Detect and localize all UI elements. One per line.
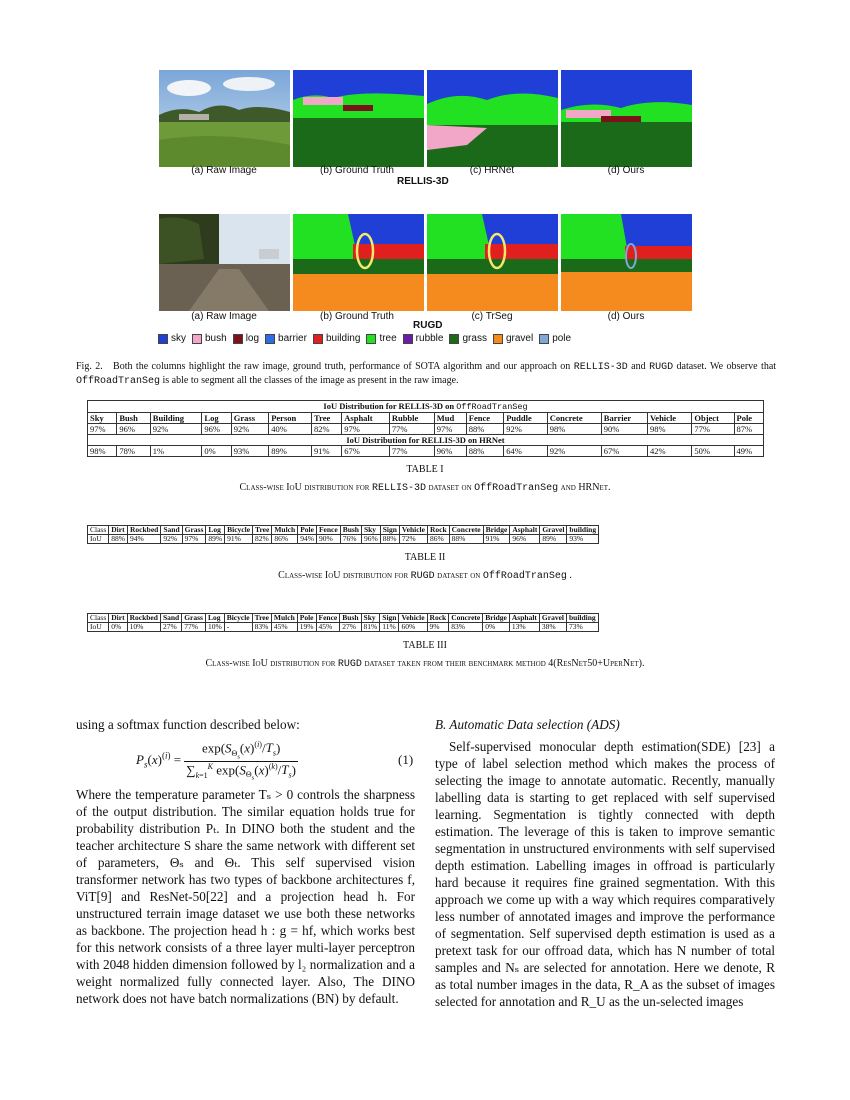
caption-text: .: [569, 570, 572, 581]
legend-label: tree: [379, 333, 397, 344]
table-cell: Bush: [340, 526, 361, 535]
caption-text: Both the columns highlight the raw image, ground truth, performance of SOTA algorithm and our approach on: [113, 361, 571, 372]
table-cell: 91%: [312, 446, 342, 457]
legend-label: barrier: [278, 333, 307, 344]
legend-label: bush: [205, 333, 227, 344]
figure-caption: [76, 360, 776, 388]
table-2-label: TABLE II: [404, 552, 446, 563]
table-cell: 13%: [509, 623, 539, 632]
table-cell: 93%: [567, 535, 599, 544]
table-cell: 93%: [231, 446, 268, 457]
table-cell: 97%: [434, 424, 466, 435]
table-cell: 88%: [466, 446, 503, 457]
table-cell: 67%: [601, 446, 647, 457]
rellis-ground-truth: [293, 70, 424, 167]
table-cell: 96%: [117, 424, 150, 435]
table-1-label: TABLE I: [406, 464, 444, 475]
caption-text: dataset taken from their benchmark method 4(ResNet50+UperNet).: [364, 658, 645, 669]
table-cell: Person: [269, 413, 312, 424]
table-cell: Fence: [466, 413, 503, 424]
table-cell: 27%: [160, 623, 181, 632]
table-cell: 90%: [601, 424, 647, 435]
table-cell: Vehicle: [399, 614, 427, 623]
table-cell: Class: [88, 526, 109, 535]
legend-swatch-grass: [449, 334, 459, 344]
table-2: [87, 525, 599, 544]
legend-item: [366, 333, 396, 344]
table-cell: Fence: [316, 614, 340, 623]
caption-text: is able to segment all the classes of the image as present in the raw image.: [162, 375, 459, 386]
rellis-caption-a: (a) Raw Image: [191, 165, 257, 176]
table-cell: Rock: [427, 614, 449, 623]
table-cell: Bicycle: [225, 526, 253, 535]
table-cell: Concrete: [547, 413, 601, 424]
legend-swatch-pole: [539, 334, 549, 344]
legend-item: [539, 333, 571, 344]
table-cell: 89%: [540, 535, 567, 544]
table-cell: 19%: [297, 623, 316, 632]
rugd-caption-b: (b) Ground Truth: [320, 311, 394, 322]
table-cell: 83%: [252, 623, 271, 632]
table-cell: 96%: [510, 535, 540, 544]
table-cell: Sky: [88, 413, 117, 424]
table-cell: Log: [205, 614, 224, 623]
table-cell: 49%: [734, 446, 764, 457]
table-cell: Grass: [182, 526, 206, 535]
table-3-label: TABLE III: [403, 640, 447, 651]
caption-text: Class-wise IoU distribution for: [205, 658, 336, 669]
table-cell: 82%: [253, 535, 272, 544]
table-cell: Gravel: [539, 614, 566, 623]
table-cell: 89%: [269, 446, 312, 457]
equation-number: (1): [398, 752, 414, 767]
table-1-caption: [0, 482, 850, 494]
table-cell: Tree: [253, 526, 272, 535]
caption-text: Class-wise IoU distribution for: [239, 482, 370, 493]
rellis-caption-b: (b) Ground Truth: [320, 165, 394, 176]
table-row: [88, 623, 599, 632]
caption-text: dataset on: [437, 570, 481, 581]
table-1-title-a: [88, 401, 764, 413]
table-cell: Class: [88, 614, 109, 623]
table-title-method: OffRoadTranSeg: [456, 402, 528, 412]
caption-text: dataset on: [428, 482, 472, 493]
caption-dataset: RUGD: [410, 571, 435, 582]
table-cell: 0%: [109, 623, 127, 632]
rugd-raw-image: [159, 214, 290, 311]
table-cell: 78%: [117, 446, 150, 457]
table-cell: Log: [206, 526, 225, 535]
caption-dataset: RUGD: [337, 659, 362, 670]
legend-label: pole: [552, 333, 572, 344]
rellis-ours: [561, 70, 692, 167]
table-cell: 98%: [547, 424, 601, 435]
table-cell: 88%: [449, 535, 483, 544]
table-cell: 86%: [272, 535, 298, 544]
table-cell: Rock: [427, 526, 449, 535]
table-cell: Concrete: [449, 526, 483, 535]
legend-label: gravel: [505, 333, 534, 344]
table-cell: 45%: [316, 623, 340, 632]
table-cell: 40%: [269, 424, 312, 435]
legend-item: [192, 333, 227, 344]
caption-text: and HRNet.: [560, 482, 611, 493]
table-header-row: [88, 413, 764, 424]
table-cell: 92%: [504, 424, 548, 435]
rugd-caption-d: (d) Ours: [607, 311, 645, 322]
table-cell: 72%: [399, 535, 427, 544]
table-cell: 88%: [109, 535, 128, 544]
legend-item: [493, 333, 533, 344]
table-cell: Fence: [316, 526, 340, 535]
table-cell: 64%: [504, 446, 548, 457]
table-cell: Barrier: [601, 413, 647, 424]
table-cell: Bridge: [483, 526, 510, 535]
table-cell: 94%: [128, 535, 161, 544]
table-cell: Sky: [361, 614, 380, 623]
class-legend: [158, 333, 577, 344]
table-cell: Sky: [361, 526, 380, 535]
table-cell: Bridge: [483, 614, 510, 623]
table-cell: Log: [202, 413, 231, 424]
table-cell: Grass: [182, 614, 206, 623]
table-cell: 98%: [647, 424, 691, 435]
table-cell: 42%: [647, 446, 691, 457]
table-cell: building: [566, 614, 598, 623]
softmax-equation: $P_s(x)^{(i)}$ = $\frac{\exp(S_{\Theta_s}(x)^{(i)}/T_s)}{\sum_{k=1}^K \exp(S_{\Theta_s}(x)^{(k)}/T_s)}$: [136, 740, 296, 783]
table-cell: 77%: [389, 424, 434, 435]
table-cell: Bicycle: [224, 614, 252, 623]
legend-swatch-sky: [158, 334, 168, 344]
legend-label: log: [245, 333, 260, 344]
legend-item: [158, 333, 186, 344]
table-cell: Pole: [734, 413, 764, 424]
table-cell: Vehicle: [647, 413, 691, 424]
table-cell: 94%: [298, 535, 317, 544]
table-cell: Building: [150, 413, 202, 424]
table-cell: Dirt: [109, 526, 128, 535]
table-cell: 81%: [361, 623, 380, 632]
table-cell: 88%: [380, 535, 399, 544]
table-cell: 0%: [202, 446, 231, 457]
table-cell: 10%: [205, 623, 224, 632]
caption-text: Class-wise IoU distribution for: [278, 570, 409, 581]
rugd-dataset-label: RUGD: [413, 320, 443, 331]
table-cell: 98%: [88, 446, 117, 457]
rellis-raw-image: [159, 70, 290, 167]
caption-method: OffRoadTranSeg: [482, 571, 567, 582]
table-cell: 77%: [389, 446, 434, 457]
legend-swatch-rubble: [403, 334, 413, 344]
table-cell: 96%: [202, 424, 231, 435]
left-column-paragraph: Where the temperature parameter Tₛ > 0 controls the sharpness of the output distribution. The similar equation holds true for probability distribution Pₜ. In DINO both the student and the teacher architecture S share the same network with different set of parameters, Θₛ and Θₜ. This self supervised vision transformer network has two types of backbone architectures f, ViT[9] and ResNet-50[22] and a projection head h. For unstructured terrain image dataset we use both these networks as backbone. The projection head h : g = hf, which works best for this network consists of a three layer multi-layer perceptron with 2048 hidden dimension followed by l₂ normalization and a weight normalized fully connected layer. Also, The DINO network does not have batch normalizations (BN) by default.: [76, 787, 415, 1006]
table-cell: Sand: [161, 526, 182, 535]
table-cell: Asphalt: [509, 614, 539, 623]
table-cell: 60%: [399, 623, 427, 632]
table-cell: 97%: [342, 424, 390, 435]
legend-swatch-barrier: [265, 334, 275, 344]
table-title: IoU Distribution for RELLIS-3D on: [323, 401, 455, 411]
legend-swatch-log: [233, 334, 243, 344]
table-cell: 86%: [427, 535, 449, 544]
table-cell: 38%: [539, 623, 566, 632]
caption-method: OffRoadTranSeg: [76, 376, 161, 387]
legend-swatch-tree: [366, 334, 376, 344]
legend-label: sky: [171, 333, 186, 344]
table-cell: 73%: [566, 623, 598, 632]
table-cell: 0%: [483, 623, 510, 632]
legend-item: [233, 333, 259, 344]
table-cell: Tree: [312, 413, 342, 424]
rugd-trseg: [427, 214, 558, 311]
rugd-caption-a: (a) Raw Image: [191, 311, 257, 322]
table-cell: 92%: [150, 424, 202, 435]
legend-label: building: [325, 333, 361, 344]
table-cell: 96%: [434, 446, 466, 457]
table-cell: 96%: [361, 535, 380, 544]
table-cell: Mud: [434, 413, 466, 424]
table-cell: Bush: [117, 413, 150, 424]
table-cell: Bush: [340, 614, 361, 623]
rugd-ours: [561, 214, 692, 311]
table-cell: 88%: [466, 424, 503, 435]
table-1-title-b: IoU Distribution for RELLIS-3D on HRNet: [88, 435, 764, 446]
table-cell: 9%: [427, 623, 449, 632]
equation-fraction: $\frac{\exp(S_{\Theta_s}(x)^{(i)}/T_s)}{\sum_{k=1}^K \exp(S_{\Theta_s}(x)^{(k)}/T_s)}$: [186, 740, 296, 783]
table-cell: 87%: [734, 424, 764, 435]
caption-text: dataset. We observe that: [676, 361, 777, 372]
table-cell: Pole: [297, 614, 316, 623]
table-1: [87, 400, 764, 457]
table-row: [88, 535, 599, 544]
rellis-dataset-label: RELLIS-3D: [397, 176, 449, 187]
caption-dataset: RELLIS-3D: [371, 483, 426, 494]
table-cell: 90%: [316, 535, 340, 544]
table-cell: Gravel: [540, 526, 567, 535]
table-cell: 91%: [483, 535, 510, 544]
legend-item: [313, 333, 360, 344]
rugd-ground-truth: [293, 214, 424, 311]
table-cell: 92%: [161, 535, 182, 544]
table-cell: Rubble: [389, 413, 434, 424]
caption-text: and: [631, 361, 646, 372]
table-cell: IoU: [88, 623, 109, 632]
table-cell: 91%: [225, 535, 253, 544]
table-cell: Puddle: [504, 413, 548, 424]
rugd-caption-c: (c) TrSeg: [471, 311, 513, 322]
legend-item: [265, 333, 307, 344]
table-cell: building: [567, 526, 599, 535]
section-heading: B. Automatic Data selection (ADS): [435, 717, 620, 732]
caption-method: OffRoadTranSeg: [474, 483, 559, 494]
table-3: [87, 613, 599, 632]
table-cell: Mulch: [272, 526, 298, 535]
caption-dataset: RELLIS-3D: [573, 362, 628, 373]
legend-item: [449, 333, 486, 344]
legend-swatch-building: [313, 334, 323, 344]
table-cell: Object: [692, 413, 734, 424]
table-cell: Dirt: [109, 614, 127, 623]
legend-label: rubble: [415, 333, 444, 344]
table-cell: 92%: [547, 446, 601, 457]
rellis-hrnet: [427, 70, 558, 167]
table-3-caption: [0, 658, 850, 670]
table-cell: -: [224, 623, 252, 632]
table-cell: 1%: [150, 446, 202, 457]
figure-label: Fig. 2.: [76, 361, 103, 372]
table-2-caption: [0, 570, 850, 582]
table-cell: 45%: [271, 623, 297, 632]
table-cell: 92%: [231, 424, 268, 435]
table-cell: Pole: [298, 526, 317, 535]
table-row: [88, 424, 764, 435]
left-column-intro: using a softmax function described below:: [76, 717, 300, 732]
table-cell: 10%: [127, 623, 160, 632]
table-cell: Mulch: [271, 614, 297, 623]
table-cell: Concrete: [449, 614, 483, 623]
rellis-caption-c: (c) HRNet: [469, 165, 515, 176]
table-cell: 27%: [340, 623, 361, 632]
table-cell: Sand: [160, 614, 181, 623]
table-cell: 67%: [342, 446, 390, 457]
table-cell: IoU: [88, 535, 109, 544]
table-row: [88, 446, 764, 457]
caption-dataset: RUGD: [649, 362, 674, 373]
table-cell: 11%: [380, 623, 399, 632]
legend-swatch-bush: [192, 334, 202, 344]
table-cell: Grass: [231, 413, 268, 424]
table-cell: 50%: [692, 446, 734, 457]
table-cell: 76%: [340, 535, 361, 544]
table-cell: 89%: [206, 535, 225, 544]
table-cell: 97%: [88, 424, 117, 435]
table-cell: Sign: [380, 526, 399, 535]
table-cell: Tree: [252, 614, 271, 623]
table-cell: Vehicle: [399, 526, 427, 535]
right-column-paragraph: Self-supervised monocular depth estimation(SDE) [23] a type of label selection method which makes the process of selecting the image to annotate automatic. Recently, manually labelling data is starting to get replaced with self supervised learning. Segmentation is tightly connected with depth estimation. The leverage of this is taken to improve semantic segmentation in unstructured environments with self supervised depth estimation. Labelling images in offroad is particularly hard because it requires fine grained segmentation. With this approach we come up with a way which requires comparatively less number of annotated images and improve the performance of segmentation. Self supervised depth estimation is used as a pretext task for our offroad data, which has N number of total samples and Nₛ are selected for annotation. Here we denote, R as total number images in the data, R_A as the subset of images selected for annotation and R_U as the un-selected images: [435, 739, 775, 1009]
table-cell: Sign: [380, 614, 399, 623]
table-cell: Rockbed: [127, 614, 160, 623]
table-cell: 77%: [692, 424, 734, 435]
table-cell: Asphalt: [342, 413, 390, 424]
legend-swatch-gravel: [493, 334, 503, 344]
table-cell: Rockbed: [128, 526, 161, 535]
table-cell: 82%: [312, 424, 342, 435]
table-cell: Asphalt: [510, 526, 540, 535]
rellis-caption-d: (d) Ours: [607, 165, 645, 176]
table-cell: 97%: [182, 535, 206, 544]
legend-label: grass: [462, 333, 487, 344]
legend-item: [403, 333, 444, 344]
table-cell: 83%: [449, 623, 483, 632]
table-cell: 77%: [182, 623, 206, 632]
